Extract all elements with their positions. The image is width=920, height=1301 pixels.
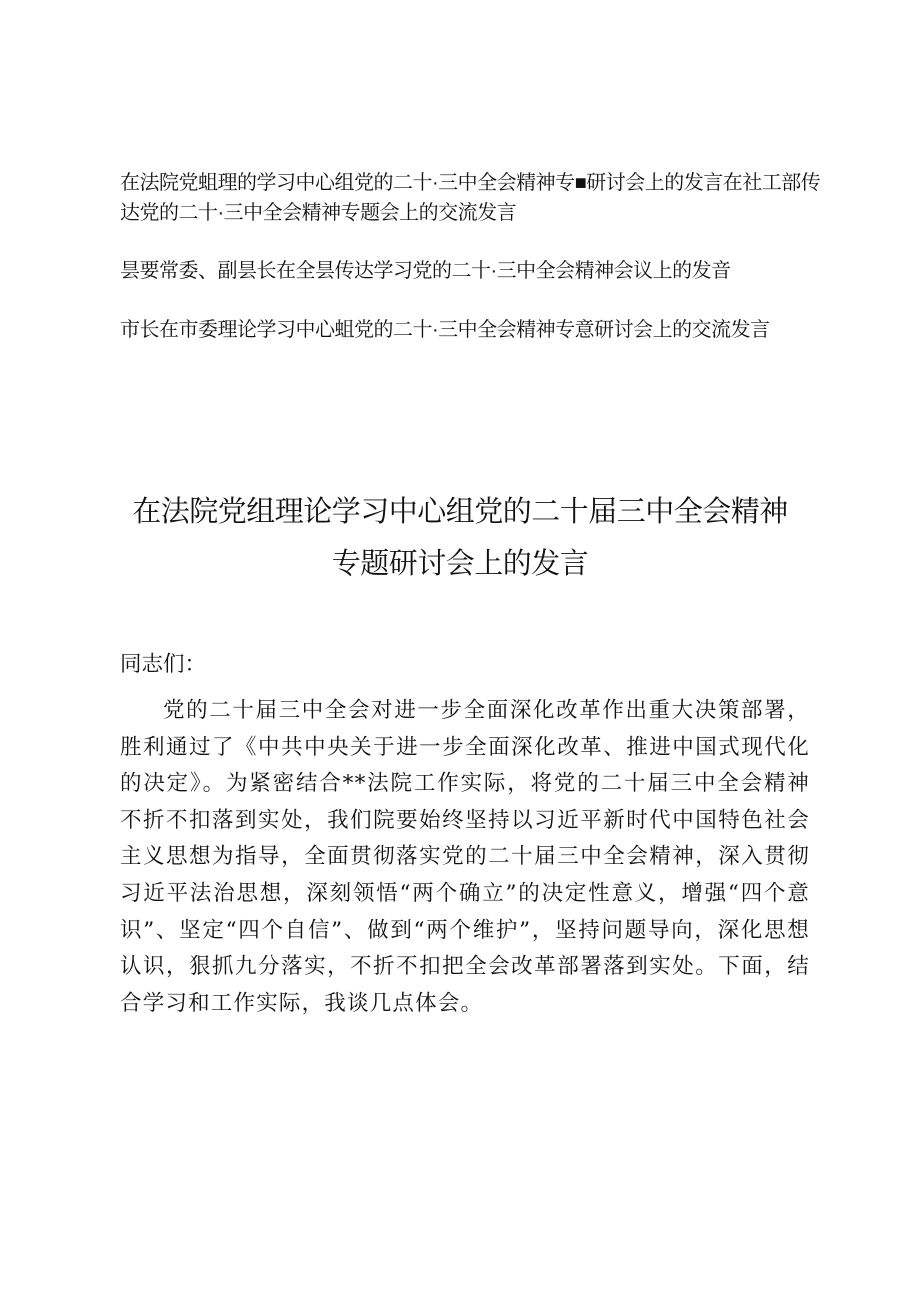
document-title: 在法院党组理论学习中心组党的二十届三中全会精神专题研讨会上的发言 xyxy=(132,496,788,580)
toc-item[interactable]: 昙要常委、副昙长在全昙传达学习党的二十·三中全会精神会议上的发音 xyxy=(120,260,731,282)
toc-item[interactable]: 在法院党蛆理的学习中心组党的二十·三中全会精神专■研讨会上的发言在社工部传达党的二十·三中全会精神专题会上的交流发言 xyxy=(120,172,821,224)
table-of-contents xyxy=(120,168,825,345)
body-paragraph: 党的二十届三中全会对进一步全面深化改革作出重大决策部署，胜利通过了《中共中央关于进一步全面深化改革、推进中国式现代化的决定》。为紧密结合**法院工作实际，将党的二十届三中全会精神不折不扣落到实处，我们院要始终坚持以习近平新时代中国特色社会主义思想为指导，全面贯彻落实党的二十届三中全会精神，深入贯彻习近平法治思想，深刻领悟“两个确立”的决定性意义，增强“四个意识”、坚定“四个自信”、做到“两个维护”，坚持问题导向，深化思想认识，狠抓九分落实，不折不扣把全会改革部署落到实处。下面，结合学习和工作实际，我谈几点体会。 xyxy=(120,698,810,1016)
toc-item[interactable]: 市长在市委理论学习中心蛆党的二十·三中全会精神专意研讨会上的交流发言 xyxy=(120,319,770,341)
salutation: 同志们： xyxy=(120,652,207,677)
document-body xyxy=(120,647,810,1022)
